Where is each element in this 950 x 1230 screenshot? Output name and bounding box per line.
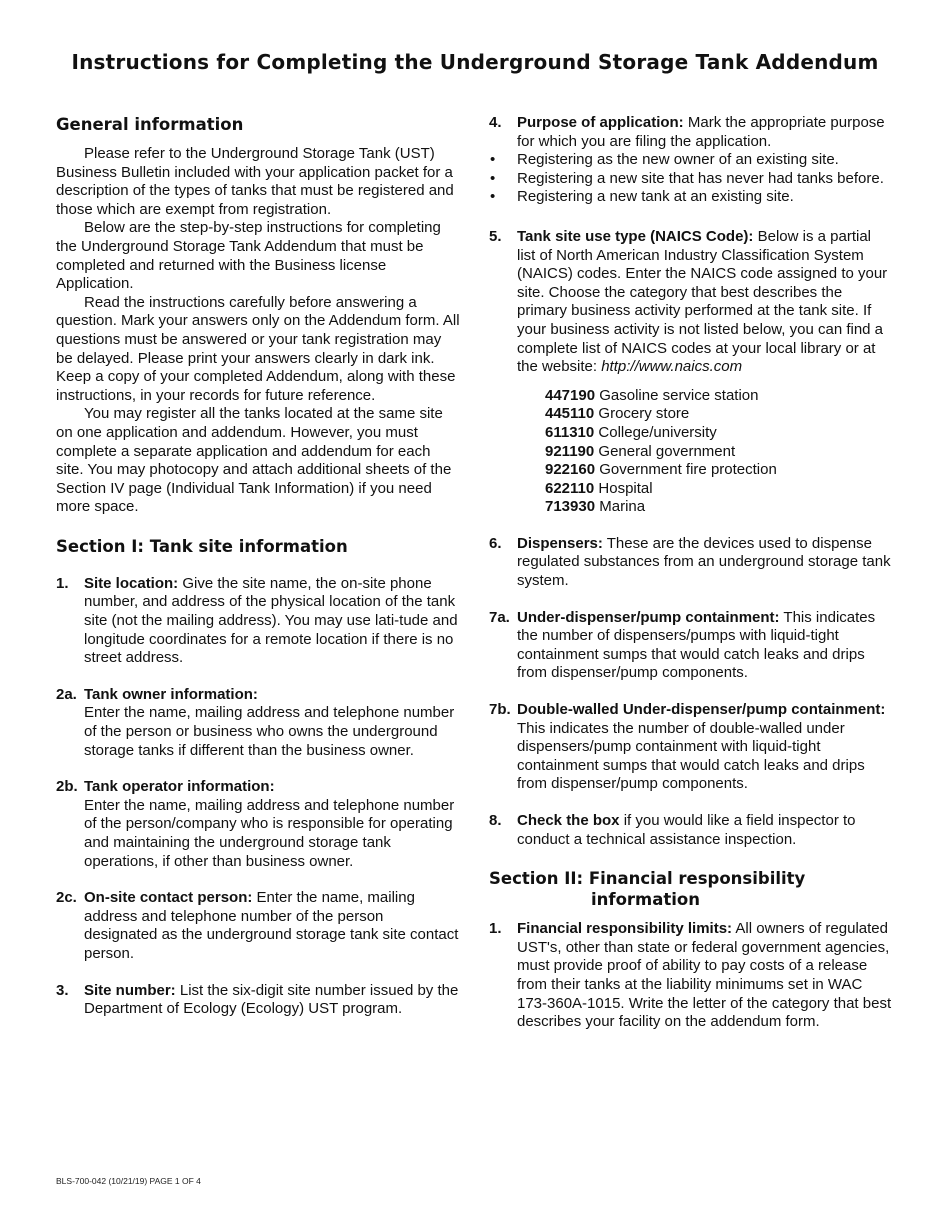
item-number: 7a. <box>489 608 510 626</box>
naics-code: 447190 <box>545 386 596 404</box>
section1-heading: Section I: Tank site information <box>56 536 348 556</box>
item-number: 1. <box>56 574 69 592</box>
naics-code: 922160 <box>545 461 596 479</box>
check-box-item <box>489 812 893 849</box>
bullet-text: Registering a new site that has never had tanks before. <box>517 169 884 187</box>
item-text: This indicates the number of double-walled under dispensers/pump containment with liquid-tight containment sumps that would catch leaks and drips from dispenser/pump components. <box>517 719 865 793</box>
item-label: On-site contact person: <box>84 889 253 907</box>
naics-code-item <box>489 228 893 377</box>
item-label: Double-walled Under-dispenser/pump containment: <box>517 701 886 719</box>
naics-code: 921190 <box>545 442 595 460</box>
naics-code: 713930 <box>545 498 596 516</box>
item-number: 1. <box>489 920 502 938</box>
item-number: 4. <box>489 114 502 131</box>
general-paragraph-2: Below are the step-by-step instructions for completing the Underground Storage Tank Addendum that must be completed and returned with the Business license Application. <box>56 219 441 293</box>
section2-heading-line1: Section II: Financial responsibility <box>489 869 806 889</box>
list-item <box>545 461 893 480</box>
item-text: if you would like a field inspector to conduct a technical assistance inspection. <box>517 812 856 848</box>
item-number: 2c. <box>56 889 77 907</box>
item-text: All owners of regulated UST's, other than state or federal government agencies, must provide proof of ability to pay costs of a release from their tanks at the liability minimums set in WAC 173-360A-1015. Write the letter of the category that best describes your facility on the addendum form. <box>517 920 892 1031</box>
left-column <box>56 114 460 1019</box>
section2-heading-line2: information <box>591 890 701 910</box>
page-footer: BLS-700-042 (10/21/19) PAGE 1 OF 4 <box>56 1176 201 1186</box>
item-number: 6. <box>489 534 502 552</box>
item-number: 3. <box>56 981 69 999</box>
item-text: Enter the name, mailing address and telephone number of the person or business who owns the underground storage tanks if different than the business owner. <box>84 704 455 759</box>
naics-description: Government fire protection <box>595 461 777 479</box>
list-item <box>489 188 893 207</box>
item-text: Give the site name, the on-site phone number, and address of the physical location of the tank site (not the mailing address). You may use lati-tude and longitude coordinates for a remote location if there is no street address. <box>84 574 458 667</box>
item-label: Financial responsibility limits: <box>517 920 733 938</box>
naics-code-list <box>545 387 893 517</box>
item-text: List the six-digit site number issued by the Department of Ecology (Ecology) UST program. <box>84 981 459 1018</box>
item-text: Enter the name, mailing address and telephone number of the person designated as the underground storage tank site contact person. <box>84 889 459 962</box>
item-label: Site location: <box>84 574 179 592</box>
item-label: Check the box <box>517 812 620 829</box>
item-text: This indicates the number of dispensers/pumps with liquid-tight containment sumps that would catch leaks and drips from dispenser/pump components. <box>517 608 876 682</box>
tank-owner-item <box>56 686 460 760</box>
item-label: Site number: <box>84 981 176 999</box>
item-number: 8. <box>489 812 502 829</box>
naics-code: 445110 <box>545 405 595 423</box>
item-label: Dispensers: <box>517 534 603 552</box>
item-label: Under-dispenser/pump containment: <box>517 608 780 626</box>
list-item <box>545 480 893 499</box>
tank-operator-item <box>56 778 460 871</box>
item-number: 2a. <box>56 685 77 703</box>
financial-responsibility-limits-item <box>489 920 893 1032</box>
naics-description: Marina <box>595 498 646 516</box>
item-number: 2b. <box>56 778 78 796</box>
naics-code: 622110 <box>545 479 595 497</box>
item-text: Below is a partial list of North American Industry Classification System (NAICS) codes. Enter the NAICS code assigned to your site. Choose the category that best describes the primary business activity performed at the tank site. If your business activity is not listed below, you can find a complete list of NAICS codes at your local library or at the website: <box>517 227 888 376</box>
bullet-icon: • <box>490 169 496 187</box>
item-number: 5. <box>489 227 502 245</box>
naics-website-link[interactable]: http://www.naics.com <box>601 358 743 376</box>
item-label: Tank owner information: <box>84 685 258 703</box>
naics-code: 611310 <box>545 423 595 441</box>
item-number: 7b. <box>489 701 511 719</box>
item-label: Tank operator information: <box>84 778 275 796</box>
purpose-of-application-item <box>489 114 893 151</box>
section2-heading <box>489 868 893 910</box>
naics-description: Gasoline service station <box>595 386 759 404</box>
naics-description: Grocery store <box>594 405 690 423</box>
double-walled-containment-item <box>489 701 893 794</box>
bullet-text: Registering a new tank at an existing site. <box>517 188 794 206</box>
list-item <box>489 170 893 189</box>
general-paragraph-3: Read the instructions carefully before answering a question. Mark your answers only on the Addendum form. All questions must be answered or your tank registration may be delayed. Please print your answers clearly in dark ink. Keep a copy of your completed Addendum, along with these instructions, in your records for future reference. <box>56 293 460 404</box>
item-label: Tank site use type (NAICS Code): <box>517 227 754 245</box>
item-text: These are the devices used to dispense regulated substances from an underground storage tank system. <box>517 534 891 590</box>
list-item <box>489 151 893 170</box>
dispensers-item <box>489 535 893 591</box>
item-label: Purpose of application: <box>517 114 684 131</box>
list-item <box>545 424 893 443</box>
bullet-icon: • <box>490 151 496 169</box>
general-information-heading: General information <box>56 115 244 134</box>
page-title: Instructions for Completing the Underground Storage Tank Addendum <box>71 50 879 74</box>
list-item <box>545 405 893 424</box>
bullet-icon: • <box>490 188 496 206</box>
purpose-bullet-list <box>489 151 893 207</box>
naics-description: General government <box>594 442 736 460</box>
list-item <box>545 498 893 517</box>
list-item <box>545 443 893 462</box>
naics-description: Hospital <box>594 479 653 497</box>
under-dispenser-containment-item <box>489 609 893 683</box>
bullet-text: Registering as the new owner of an existing site. <box>517 151 839 169</box>
general-paragraph-1: Please refer to the Underground Storage Tank (UST) Business Bulletin included with your application packet for a description of the types of tanks that must be registered and those which are exempt from registration. <box>56 145 454 218</box>
naics-description: College/university <box>594 423 717 441</box>
general-paragraph-4: You may register all the tanks located at the same site on one application and addendum. However, you must complete a separate application and addendum for each site. You may photocopy and attach additional sheets of the Section IV page (Individual Tank Information) if you need more space. <box>56 405 452 516</box>
list-item <box>545 387 893 406</box>
item-text: Mark the appropriate purpose for which you are filing the application. <box>517 114 885 150</box>
item-text: Enter the name, mailing address and telephone number of the person/company who is responsible for operating and maintaining the underground storage tank operations, if other than business owner. <box>84 796 455 870</box>
onsite-contact-item <box>56 889 460 963</box>
right-column <box>489 114 893 1032</box>
site-location-item <box>56 575 460 668</box>
site-number-item <box>56 982 460 1019</box>
